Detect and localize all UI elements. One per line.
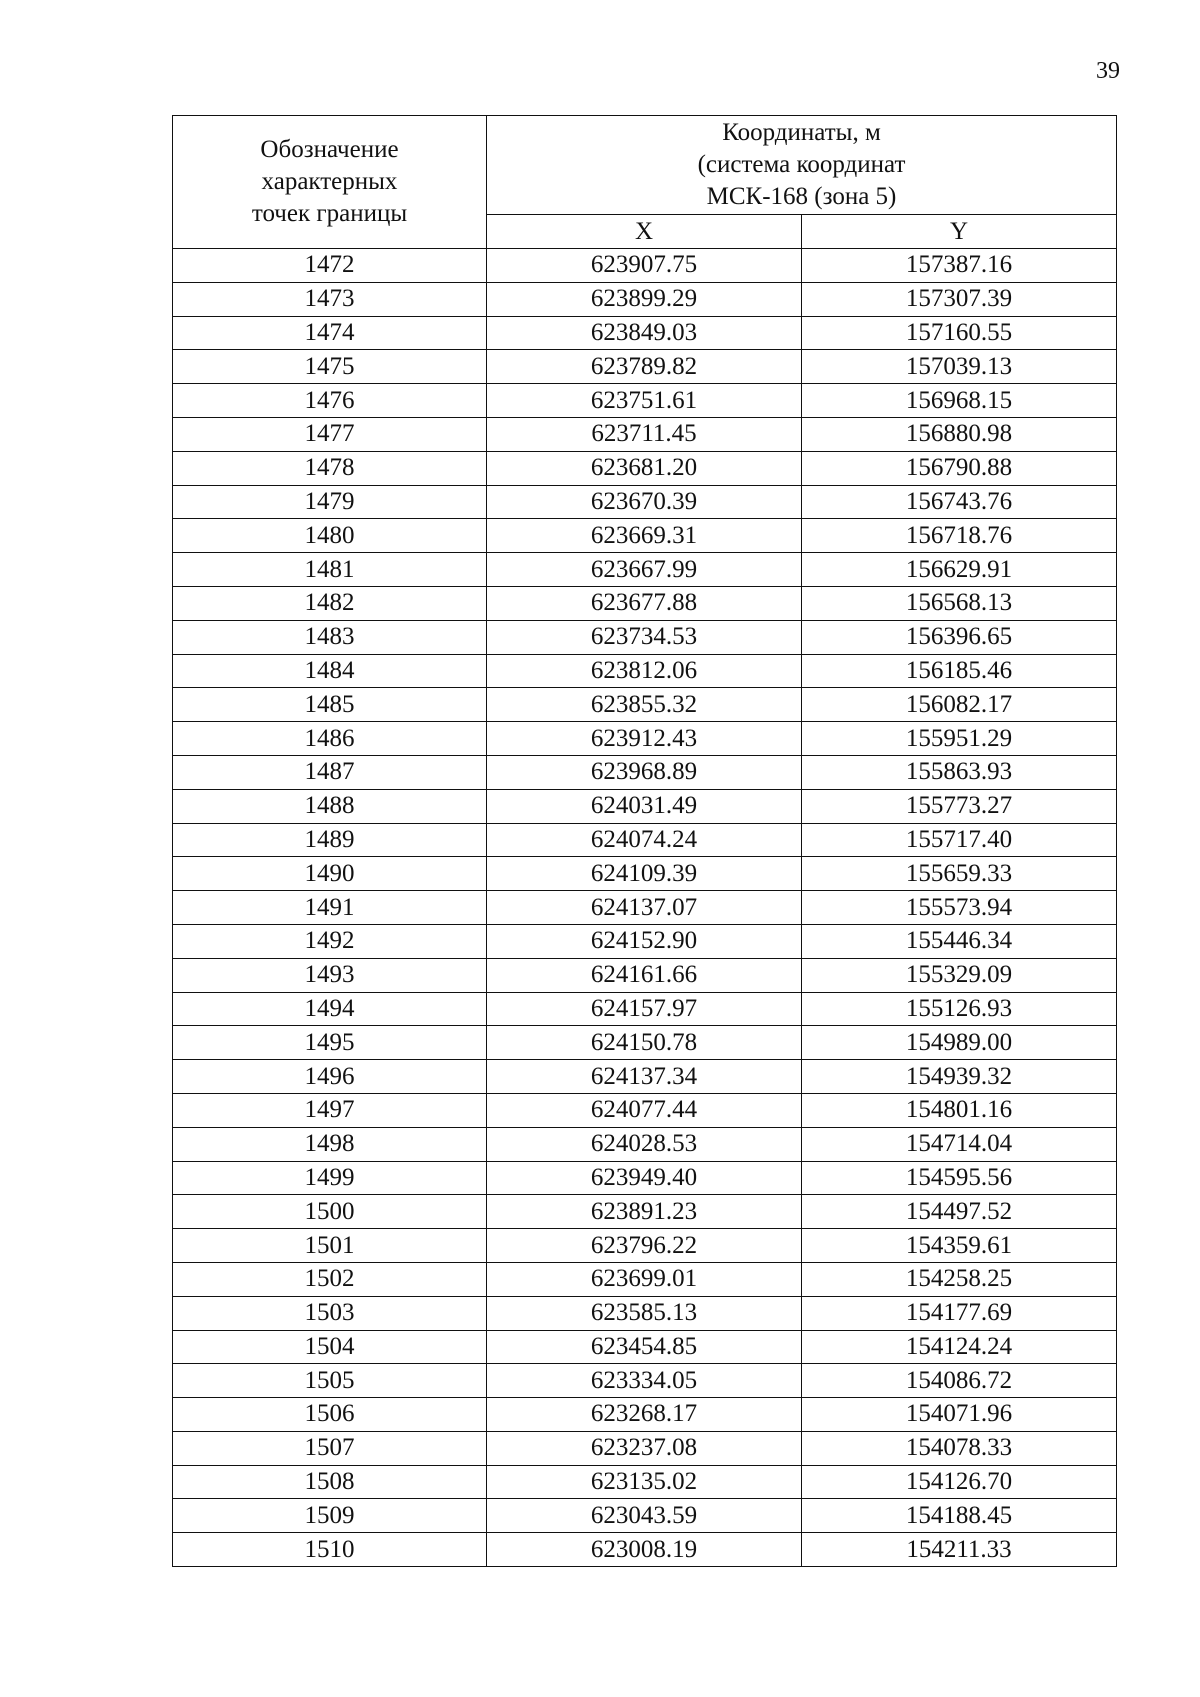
cell-point: 1490 xyxy=(173,857,487,891)
cell-point: 1501 xyxy=(173,1229,487,1263)
cell-x: 623968.89 xyxy=(487,755,802,789)
table-row xyxy=(173,1431,1117,1465)
cell-y: 155329.09 xyxy=(802,958,1117,992)
cell-point: 1491 xyxy=(173,891,487,925)
cell-point: 1500 xyxy=(173,1195,487,1229)
cell-point: 1474 xyxy=(173,316,487,350)
cell-x: 623711.45 xyxy=(487,417,802,451)
cell-y: 157307.39 xyxy=(802,282,1117,316)
cell-y: 154124.24 xyxy=(802,1330,1117,1364)
cell-y: 154939.32 xyxy=(802,1060,1117,1094)
cell-point: 1480 xyxy=(173,519,487,553)
page-number: 39 xyxy=(1096,58,1120,84)
cell-point: 1492 xyxy=(173,924,487,958)
cell-x: 623268.17 xyxy=(487,1398,802,1432)
cell-y: 157039.13 xyxy=(802,350,1117,384)
table-row xyxy=(173,1229,1117,1263)
cell-x: 624161.66 xyxy=(487,958,802,992)
cell-x: 623699.01 xyxy=(487,1262,802,1296)
cell-x: 623812.06 xyxy=(487,654,802,688)
cell-y: 157160.55 xyxy=(802,316,1117,350)
cell-point: 1473 xyxy=(173,282,487,316)
table-row xyxy=(173,958,1117,992)
table-row xyxy=(173,992,1117,1026)
cell-point: 1508 xyxy=(173,1465,487,1499)
header-designation-line-1: Обозначение xyxy=(260,136,399,163)
cell-y: 154078.33 xyxy=(802,1431,1117,1465)
cell-y: 156082.17 xyxy=(802,688,1117,722)
cell-point: 1504 xyxy=(173,1330,487,1364)
header-coordinates xyxy=(487,116,1117,215)
cell-x: 623949.40 xyxy=(487,1161,802,1195)
cell-y: 157387.16 xyxy=(802,249,1117,283)
cell-point: 1483 xyxy=(173,620,487,654)
cell-point: 1479 xyxy=(173,485,487,519)
cell-y: 155446.34 xyxy=(802,924,1117,958)
cell-y: 154126.70 xyxy=(802,1465,1117,1499)
cell-x: 624031.49 xyxy=(487,789,802,823)
cell-x: 624150.78 xyxy=(487,1026,802,1060)
cell-x: 623912.43 xyxy=(487,722,802,756)
table-row xyxy=(173,553,1117,587)
header-x: X xyxy=(487,215,802,249)
cell-y: 155659.33 xyxy=(802,857,1117,891)
cell-point: 1472 xyxy=(173,249,487,283)
cell-point: 1478 xyxy=(173,451,487,485)
cell-x: 623667.99 xyxy=(487,553,802,587)
cell-y: 154359.61 xyxy=(802,1229,1117,1263)
cell-x: 624157.97 xyxy=(487,992,802,1026)
table-row xyxy=(173,1161,1117,1195)
cell-x: 623681.20 xyxy=(487,451,802,485)
table-row xyxy=(173,1262,1117,1296)
table-row xyxy=(173,282,1117,316)
cell-y: 156629.91 xyxy=(802,553,1117,587)
cell-x: 624109.39 xyxy=(487,857,802,891)
header-designation-line-2: характерных xyxy=(261,168,398,195)
cell-point: 1481 xyxy=(173,553,487,587)
cell-x: 623751.61 xyxy=(487,384,802,418)
cell-y: 156568.13 xyxy=(802,586,1117,620)
cell-point: 1507 xyxy=(173,1431,487,1465)
cell-x: 624152.90 xyxy=(487,924,802,958)
cell-y: 154258.25 xyxy=(802,1262,1117,1296)
cell-x: 624077.44 xyxy=(487,1093,802,1127)
table-row xyxy=(173,1465,1117,1499)
cell-y: 155717.40 xyxy=(802,823,1117,857)
table-row xyxy=(173,857,1117,891)
table-row xyxy=(173,384,1117,418)
table-row xyxy=(173,755,1117,789)
cell-y: 156718.76 xyxy=(802,519,1117,553)
cell-x: 623669.31 xyxy=(487,519,802,553)
table-row xyxy=(173,789,1117,823)
cell-x: 623899.29 xyxy=(487,282,802,316)
cell-point: 1509 xyxy=(173,1499,487,1533)
cell-x: 624028.53 xyxy=(487,1127,802,1161)
cell-y: 155573.94 xyxy=(802,891,1117,925)
table-row xyxy=(173,1127,1117,1161)
cell-x: 623789.82 xyxy=(487,350,802,384)
cell-y: 154595.56 xyxy=(802,1161,1117,1195)
table-row xyxy=(173,620,1117,654)
table-row xyxy=(173,891,1117,925)
cell-y: 156968.15 xyxy=(802,384,1117,418)
cell-x: 623796.22 xyxy=(487,1229,802,1263)
cell-x: 623855.32 xyxy=(487,688,802,722)
cell-y: 156880.98 xyxy=(802,417,1117,451)
cell-y: 154714.04 xyxy=(802,1127,1117,1161)
header-coords-line-1: Координаты, м xyxy=(722,119,881,147)
cell-point: 1497 xyxy=(173,1093,487,1127)
table-row xyxy=(173,823,1117,857)
cell-point: 1486 xyxy=(173,722,487,756)
cell-y: 155126.93 xyxy=(802,992,1117,1026)
cell-point: 1499 xyxy=(173,1161,487,1195)
cell-y: 155773.27 xyxy=(802,789,1117,823)
cell-x: 624137.07 xyxy=(487,891,802,925)
cell-point: 1496 xyxy=(173,1060,487,1094)
cell-point: 1484 xyxy=(173,654,487,688)
cell-point: 1505 xyxy=(173,1364,487,1398)
table-row xyxy=(173,316,1117,350)
cell-point: 1494 xyxy=(173,992,487,1026)
cell-point: 1485 xyxy=(173,688,487,722)
table-row xyxy=(173,1026,1117,1060)
cell-x: 623135.02 xyxy=(487,1465,802,1499)
cell-x: 623043.59 xyxy=(487,1499,802,1533)
table-row xyxy=(173,722,1117,756)
cell-y: 156396.65 xyxy=(802,620,1117,654)
cell-y: 154188.45 xyxy=(802,1499,1117,1533)
cell-x: 623907.75 xyxy=(487,249,802,283)
cell-y: 154989.00 xyxy=(802,1026,1117,1060)
table-row xyxy=(173,586,1117,620)
cell-y: 156743.76 xyxy=(802,485,1117,519)
cell-y: 154801.16 xyxy=(802,1093,1117,1127)
cell-point: 1477 xyxy=(173,417,487,451)
header-point-designation xyxy=(173,116,487,249)
cell-x: 623677.88 xyxy=(487,586,802,620)
table-row xyxy=(173,924,1117,958)
cell-x: 623849.03 xyxy=(487,316,802,350)
table-row xyxy=(173,451,1117,485)
cell-x: 623237.08 xyxy=(487,1431,802,1465)
cell-x: 624137.34 xyxy=(487,1060,802,1094)
header-y: Y xyxy=(802,215,1117,249)
cell-x: 623734.53 xyxy=(487,620,802,654)
cell-y: 156790.88 xyxy=(802,451,1117,485)
header-coords-line-3: МСК-168 (зона 5) xyxy=(706,183,897,211)
table-row xyxy=(173,1060,1117,1094)
table-row xyxy=(173,350,1117,384)
table-row xyxy=(173,1533,1117,1567)
cell-y: 154177.69 xyxy=(802,1296,1117,1330)
cell-point: 1475 xyxy=(173,350,487,384)
header-designation-line-3: точек границы xyxy=(251,200,408,227)
table-row xyxy=(173,485,1117,519)
cell-y: 155951.29 xyxy=(802,722,1117,756)
cell-point: 1502 xyxy=(173,1262,487,1296)
cell-point: 1488 xyxy=(173,789,487,823)
cell-point: 1476 xyxy=(173,384,487,418)
cell-x: 623891.23 xyxy=(487,1195,802,1229)
cell-point: 1482 xyxy=(173,586,487,620)
table-row xyxy=(173,1195,1117,1229)
cell-point: 1510 xyxy=(173,1533,487,1567)
cell-y: 155863.93 xyxy=(802,755,1117,789)
cell-point: 1493 xyxy=(173,958,487,992)
cell-y: 154497.52 xyxy=(802,1195,1117,1229)
cell-point: 1506 xyxy=(173,1398,487,1432)
table-row xyxy=(173,654,1117,688)
cell-x: 623008.19 xyxy=(487,1533,802,1567)
table-body xyxy=(173,249,1117,1567)
cell-point: 1498 xyxy=(173,1127,487,1161)
cell-y: 156185.46 xyxy=(802,654,1117,688)
header-coords-line-2: (система координат xyxy=(697,151,906,179)
cell-point: 1489 xyxy=(173,823,487,857)
cell-x: 624074.24 xyxy=(487,823,802,857)
table-row xyxy=(173,519,1117,553)
table-row xyxy=(173,1364,1117,1398)
table-row xyxy=(173,1296,1117,1330)
cell-x: 623334.05 xyxy=(487,1364,802,1398)
table-row xyxy=(173,417,1117,451)
table-row xyxy=(173,1499,1117,1533)
table-row xyxy=(173,1398,1117,1432)
cell-y: 154071.96 xyxy=(802,1398,1117,1432)
table-row xyxy=(173,688,1117,722)
cell-x: 623585.13 xyxy=(487,1296,802,1330)
cell-y: 154086.72 xyxy=(802,1364,1117,1398)
table-row xyxy=(173,249,1117,283)
cell-point: 1487 xyxy=(173,755,487,789)
coordinates-table xyxy=(172,115,1117,1567)
cell-point: 1503 xyxy=(173,1296,487,1330)
table-row xyxy=(173,1093,1117,1127)
table-row xyxy=(173,1330,1117,1364)
cell-y: 154211.33 xyxy=(802,1533,1117,1567)
cell-x: 623670.39 xyxy=(487,485,802,519)
cell-x: 623454.85 xyxy=(487,1330,802,1364)
cell-point: 1495 xyxy=(173,1026,487,1060)
table-header xyxy=(173,116,1117,249)
